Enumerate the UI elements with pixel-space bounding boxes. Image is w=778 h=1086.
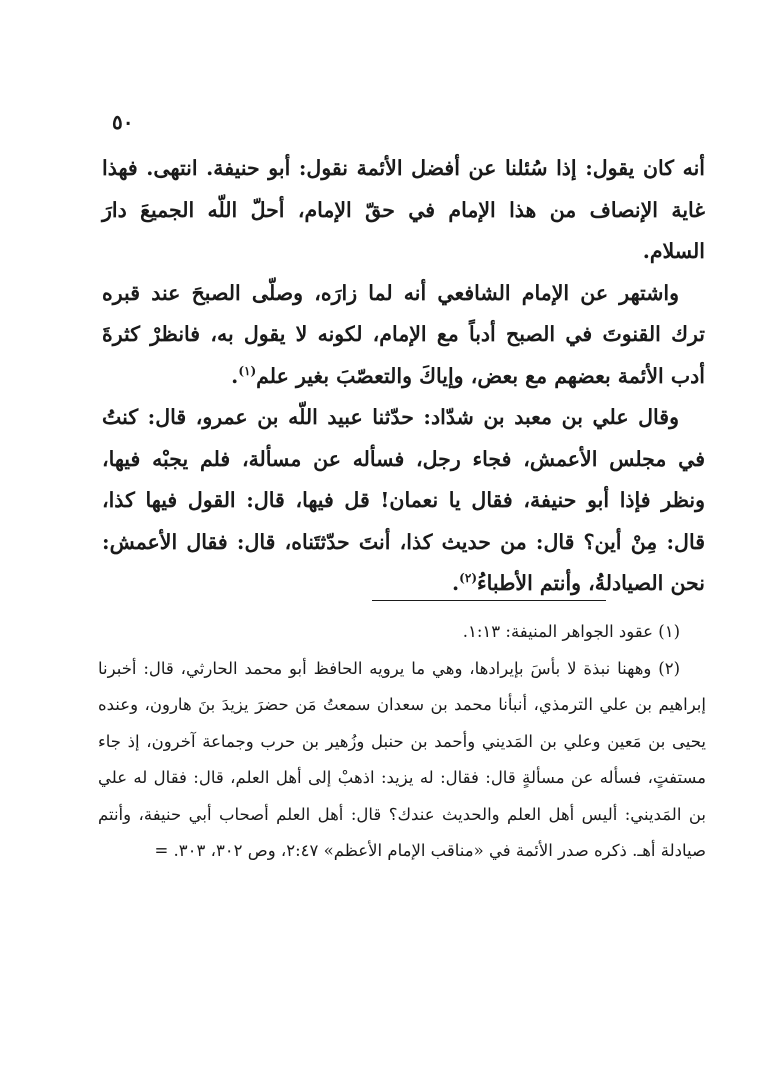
- footnote: (١) عقود الجواهر المنيفة: ١:١٣.: [462, 622, 680, 641]
- footnote-divider: [372, 600, 606, 601]
- footnote-marker: (١): [238, 363, 257, 378]
- footnotes: [98, 614, 706, 870]
- paragraph-end: .: [231, 363, 239, 388]
- paragraph-end: .: [452, 571, 460, 595]
- main-text: [102, 148, 705, 605]
- page-number: ٥٠: [112, 110, 134, 134]
- paragraph-text: أنه كان يقول: إذا سُئلنا عن أفضل الأئمة نقول: أبو حنيفة. انتهى. فهذا غاية الإنصاف من هذا الإمام في حقّ الإمام، أحلّ اللّه الجميعَ دارَ السلام.: [102, 156, 705, 263]
- paragraph: [102, 273, 705, 398]
- paragraph-text: وقال علي بن معبد بن شدّاد: حدّثنا عبيد اللّه بن عمرو، قال: كنتُ في مجلس الأعمش، فجاء رجل، فسأله عن مسألة، فلم يجبْه فيها، ونظر فإذا أبو حنيفة، فقال يا نعمان! قل فيها، قال: القول فيها كذا، قال: مِنْ أين؟ قال: من حديث كذا، أنتَ حدّثتَناه، قال: فقال الأعمش: نحن الصيادلةُ، وأنتم الأطباءُ: [102, 405, 705, 595]
- paragraph: [102, 148, 705, 273]
- paragraph-text: واشتهر عن الإمام الشافعي أنه لما زارَه، وصلّى الصبحَ عند قبره ترك القنوتَ في الصبح أدباً مع الإمام، لكونه لا يقول به، فانظرْ كثرةَ أدب الأئمة بعضهم مع بعض، وإياكَ والتعصّبَ بغير علم: [102, 280, 705, 388]
- footnote: (٢) وههنا نبذة لا بأسَ بإيرادها، وهي ما يرويه الحافظ أبو محمد الحارثي، قال: أخبرنا إبراهيم بن علي الترمذي، أنبأنا محمد بن سعدان سمعتُ مَن حضرَ يزيدَ بنَ هارون، وعنده يحيى بن مَعين وعلي بن المَديني وأحمد بن حنبل وزُهير بن حرب وجماعة آخرون، إذ جاء مستفتٍ، فسأله عن مسألةٍ قال: فقال: له يزيد: اذهبْ إلى أهل العلم، قال: فقال له علي بن المَديني: أليس أهل العلم والحديث عندك؟ قال: أهل العلم أصحاب أبي حنيفة، وأنتم صيادلة أهـ. ذكره صدر الأئمة في «مناقب الإمام الأعظم» ٢:٤٧، وص ٣٠٢، ٣٠٣. =: [98, 658, 706, 860]
- paragraph: [102, 397, 705, 605]
- footnote-marker: (٢): [459, 571, 477, 586]
